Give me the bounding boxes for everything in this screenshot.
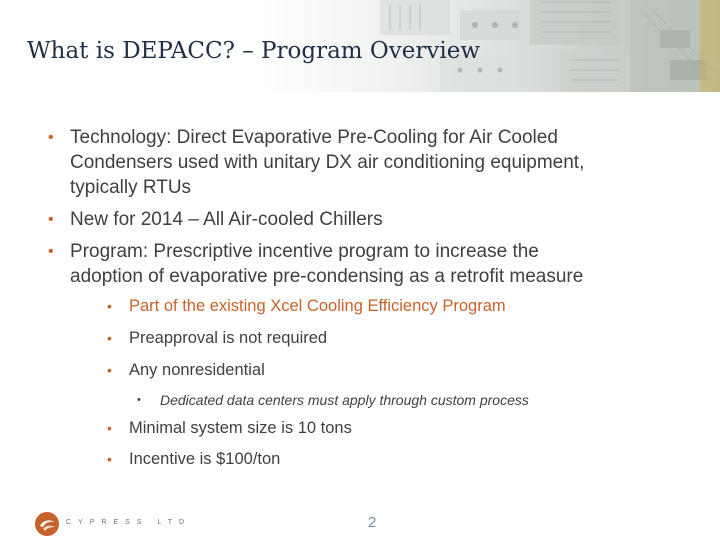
bullet-technology bbox=[48, 125, 585, 200]
brand-wordmark: CYPRESS LTD bbox=[66, 519, 192, 526]
bullet-line: Technology: Direct Evaporative Pre-Cooling for Air Cooled bbox=[70, 127, 558, 148]
bullet-line: Program: Prescriptive incentive program to increase the bbox=[70, 241, 539, 262]
sub-sub-bullet-data-centers bbox=[137, 390, 529, 410]
bullet-dot-icon: • bbox=[48, 243, 54, 260]
sub-bullet-minimal-size bbox=[107, 417, 352, 439]
sub-bullet-nonresidential bbox=[107, 359, 265, 381]
bullet-line: Condensers used with unitary DX air conditioning equipment, bbox=[70, 152, 585, 173]
header-banner bbox=[0, 0, 720, 92]
sub-bullet-text: Any nonresidential bbox=[129, 361, 265, 379]
bullet-dot-icon: • bbox=[48, 211, 54, 228]
bullet-dot-icon: • bbox=[137, 394, 141, 406]
cypress-logo-icon bbox=[34, 511, 60, 537]
sub-bullet-existing-program bbox=[107, 295, 506, 317]
bullet-dot-icon: • bbox=[107, 330, 112, 346]
bullet-dot-icon: • bbox=[107, 420, 112, 436]
bullet-line: adoption of evaporative pre-condensing as a retrofit measure bbox=[70, 266, 584, 287]
bullet-dot-icon: • bbox=[107, 362, 112, 378]
sub-bullet-incentive bbox=[107, 448, 281, 470]
sub-bullet-text: Minimal system size is 10 tons bbox=[129, 419, 352, 437]
bullet-program bbox=[48, 239, 584, 289]
bullet-dot-icon: • bbox=[48, 129, 54, 146]
page-number: 2 bbox=[368, 514, 377, 531]
sub-bullet-text: Part of the existing Xcel Cooling Efficiency Program bbox=[129, 297, 506, 315]
bullet-new-2014 bbox=[48, 207, 383, 232]
bullet-line: New for 2014 – All Air-cooled Chillers bbox=[70, 209, 383, 230]
slide-title: What is DEPACC? – Program Overview bbox=[27, 38, 481, 64]
sub-bullet-text: Incentive is $100/ton bbox=[129, 450, 281, 468]
bullet-dot-icon: • bbox=[107, 451, 112, 467]
bullet-line: typically RTUs bbox=[70, 177, 192, 198]
sub-bullet-text: Preapproval is not required bbox=[129, 329, 328, 347]
sub-bullet-preapproval bbox=[107, 327, 328, 349]
bullet-dot-icon: • bbox=[107, 298, 112, 314]
sub-sub-bullet-text: Dedicated data centers must apply through custom process bbox=[160, 392, 529, 408]
